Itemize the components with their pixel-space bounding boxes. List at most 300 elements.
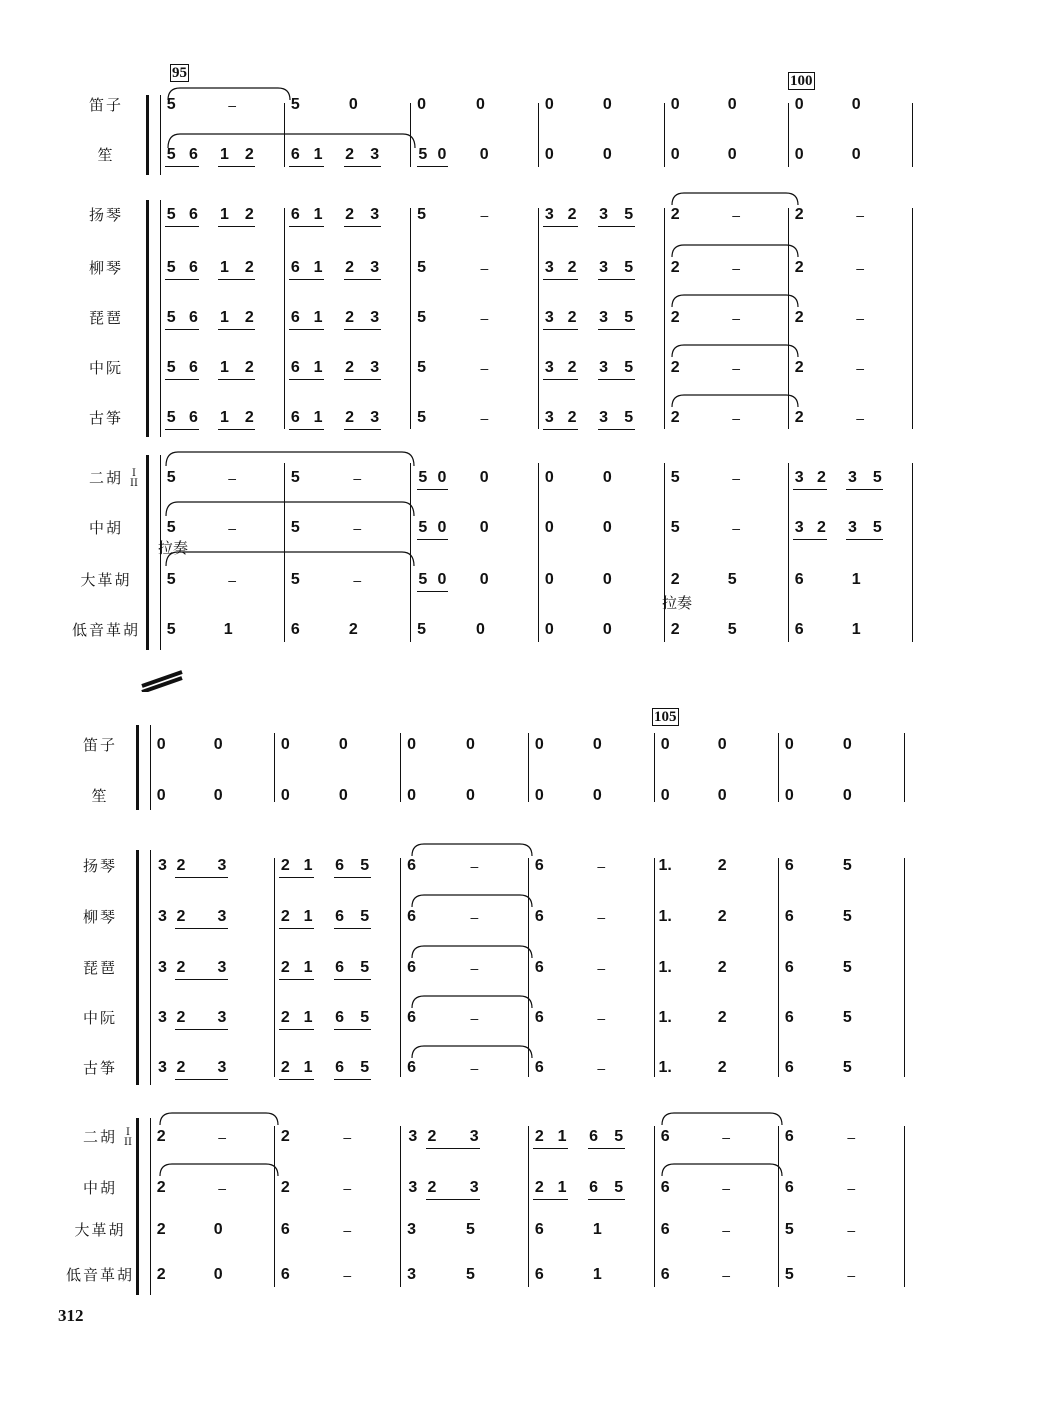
tie <box>412 1046 532 1058</box>
note-number: 5 <box>360 857 370 874</box>
tie <box>662 1113 782 1125</box>
note-number: 2 <box>244 309 254 326</box>
note-number: 5 <box>727 571 737 588</box>
note-number: 1 <box>223 621 233 638</box>
note-number: 5 <box>465 1221 475 1238</box>
note-number: 2 <box>567 206 577 223</box>
note-number: 2 <box>280 1179 290 1196</box>
note-number: 5 <box>624 309 634 326</box>
note-number: 6 <box>784 857 794 874</box>
note-number: 0 <box>437 146 447 163</box>
note-number: 5 <box>614 1128 624 1145</box>
note-number: 3 <box>848 469 857 486</box>
note-number: 5 <box>417 206 426 223</box>
note-number: 2 <box>244 146 254 163</box>
note-number: 6 <box>660 1128 670 1145</box>
note-number: 6 <box>660 1221 670 1238</box>
note-number: 3 <box>544 206 554 223</box>
sustain-dash: – <box>480 260 489 276</box>
note-number: 2 <box>156 1221 166 1238</box>
instrument-roman-label: II <box>130 478 138 489</box>
note-number: 3 <box>157 908 167 925</box>
instrument-roman-label: II <box>124 1137 132 1148</box>
instrument-label: 琵琶 <box>82 959 118 977</box>
note-number: 2 <box>244 206 254 223</box>
note-number: 3 <box>157 1059 167 1076</box>
sustain-dash: – <box>343 1180 352 1196</box>
note-number: 0 <box>544 469 554 486</box>
note-number: 5 <box>784 1221 794 1238</box>
sustain-dash: – <box>732 310 741 326</box>
note-number: 0 <box>407 787 416 804</box>
note-number: 0 <box>465 787 475 804</box>
note-number: 2 <box>670 409 680 426</box>
sustain-dash: – <box>480 207 489 223</box>
note-number: 3 <box>370 259 380 276</box>
note-number: 6 <box>794 621 804 638</box>
note-number: 3 <box>794 469 804 486</box>
note-number: 2 <box>280 857 290 874</box>
note-number: 3 <box>157 857 167 874</box>
note-number: 3 <box>469 1179 479 1196</box>
note-number: 0 <box>213 787 223 804</box>
note-number: 0 <box>534 736 544 753</box>
note-number: 5 <box>360 1059 370 1076</box>
instrument-label: 中胡 <box>82 1179 118 1197</box>
note-number: 3 <box>469 1128 479 1145</box>
instrument-label: 柳琴 <box>88 259 124 277</box>
note-number: 2 <box>670 309 680 326</box>
sustain-dash: – <box>597 858 606 874</box>
note-number: 3 <box>794 519 804 536</box>
sustain-dash: – <box>722 1267 731 1283</box>
note-number: 6 <box>534 857 544 874</box>
tie <box>160 1164 278 1176</box>
note-number: 2 <box>156 1266 166 1283</box>
instrument-label: 中阮 <box>82 1009 118 1027</box>
instrument-label: 二胡 <box>82 1128 118 1146</box>
note-number: 0 <box>479 146 489 163</box>
note-number: 5 <box>166 206 176 223</box>
note-number: 0 <box>407 736 416 753</box>
note-number: 6 <box>794 571 804 588</box>
sustain-dash: – <box>228 97 237 113</box>
note-number: 2 <box>176 908 186 925</box>
note-number: 3 <box>408 1128 418 1145</box>
sustain-dash: – <box>480 310 489 326</box>
playing-technique-text: 拉奏 <box>158 539 189 557</box>
instrument-label: 笙 <box>91 787 109 805</box>
note-number: 3 <box>217 908 227 925</box>
note-number: 2 <box>176 959 186 976</box>
tie <box>412 895 532 907</box>
sustain-dash: – <box>732 520 741 536</box>
note-number: 3 <box>599 259 608 276</box>
note-number: 0 <box>213 736 223 753</box>
instrument-label: 中阮 <box>88 359 124 377</box>
sustain-dash: – <box>597 1010 606 1026</box>
instrument-label: 二胡 <box>88 469 124 487</box>
sustain-dash: – <box>470 858 479 874</box>
note-number: 5 <box>418 146 428 163</box>
note-number: 2 <box>717 908 727 925</box>
note-number: 6 <box>784 1059 794 1076</box>
note-number: 6 <box>290 359 300 376</box>
note-number: 0 <box>602 571 612 588</box>
note-number: 1 <box>851 621 861 638</box>
note-number: 2 <box>427 1179 437 1196</box>
note-number: 0 <box>727 146 737 163</box>
note-number: 6 <box>534 959 544 976</box>
note-number: 0 <box>592 787 602 804</box>
sustain-dash: – <box>732 360 741 376</box>
system-separator-mark <box>140 664 186 697</box>
note-number: 2 <box>717 857 727 874</box>
note-number: 5 <box>842 908 852 925</box>
sustain-dash: – <box>732 260 741 276</box>
note-number: 6 <box>407 1009 416 1026</box>
note-number: 3 <box>217 857 227 874</box>
note-number: 1. <box>658 959 672 976</box>
rehearsal-mark: 105 <box>654 709 677 725</box>
note-number: 0 <box>727 96 737 113</box>
note-number: 3 <box>157 959 167 976</box>
note-number: 6 <box>189 409 198 426</box>
note-number: 2 <box>156 1179 166 1196</box>
sustain-dash: – <box>480 410 489 426</box>
note-number: 0 <box>602 621 612 638</box>
note-number: 3 <box>599 409 608 426</box>
note-number: 3 <box>217 1059 227 1076</box>
note-number: 2 <box>670 259 680 276</box>
note-number: 2 <box>345 309 354 326</box>
note-number: 2 <box>794 309 804 326</box>
note-number: 5 <box>166 519 176 536</box>
sustain-dash: – <box>228 470 237 486</box>
note-number: 2 <box>176 1059 186 1076</box>
note-number: 2 <box>427 1128 437 1145</box>
note-number: 5 <box>727 621 737 638</box>
note-number: 6 <box>335 908 344 925</box>
sustain-dash: – <box>353 470 362 486</box>
tie <box>662 1164 782 1176</box>
note-number: 0 <box>417 96 426 113</box>
note-number: 6 <box>280 1266 290 1283</box>
instrument-label: 柳琴 <box>82 908 118 926</box>
sustain-dash: – <box>343 1129 352 1145</box>
note-number: 6 <box>589 1128 598 1145</box>
note-number: 6 <box>280 1221 290 1238</box>
note-number: 0 <box>544 146 554 163</box>
note-number: 2 <box>244 409 254 426</box>
note-number: 1. <box>658 1059 672 1076</box>
note-number: 0 <box>280 736 290 753</box>
note-number: 0 <box>670 96 680 113</box>
note-number: 2 <box>244 259 254 276</box>
note-number: 1 <box>220 409 229 426</box>
note-number: 1 <box>303 959 313 976</box>
note-number: 6 <box>534 908 544 925</box>
sustain-dash: – <box>856 360 865 376</box>
sustain-dash: – <box>353 572 362 588</box>
note-number: 6 <box>189 146 198 163</box>
note-number: 1 <box>313 146 323 163</box>
note-number: 2 <box>534 1179 544 1196</box>
sustain-dash: – <box>353 520 362 536</box>
note-number: 0 <box>479 469 489 486</box>
note-number: 1 <box>313 359 323 376</box>
sustain-dash: – <box>218 1180 227 1196</box>
note-number: 5 <box>670 519 680 536</box>
note-number: 1 <box>303 1009 313 1026</box>
note-number: 1 <box>313 206 323 223</box>
note-number: 1. <box>658 857 672 874</box>
note-number: 0 <box>213 1266 223 1283</box>
instrument-label: 低音革胡 <box>65 1266 135 1284</box>
rehearsal-mark: 100 <box>790 73 813 89</box>
sustain-dash: – <box>722 1222 731 1238</box>
note-number: 5 <box>842 959 852 976</box>
sustain-dash: – <box>597 960 606 976</box>
note-number: 5 <box>872 469 882 486</box>
note-number: 3 <box>544 359 554 376</box>
note-number: 6 <box>335 857 344 874</box>
note-number: 5 <box>418 519 428 536</box>
note-number: 0 <box>794 96 804 113</box>
note-number: 5 <box>624 359 634 376</box>
sustain-dash: – <box>722 1129 731 1145</box>
note-number: 3 <box>370 206 380 223</box>
note-number: 2 <box>534 1128 544 1145</box>
note-number: 6 <box>784 1179 794 1196</box>
note-number: 0 <box>602 469 612 486</box>
note-number: 0 <box>437 469 447 486</box>
note-number: 2 <box>817 519 826 536</box>
instrument-roman-label: I <box>132 468 136 479</box>
note-number: 5 <box>624 409 634 426</box>
note-number: 1 <box>220 206 229 223</box>
note-number: 5 <box>166 259 176 276</box>
instrument-label: 扬琴 <box>82 857 118 875</box>
note-number: 5 <box>418 469 428 486</box>
sustain-dash: – <box>470 1060 479 1076</box>
note-number: 6 <box>784 959 794 976</box>
note-number: 6 <box>189 206 198 223</box>
note-number: 5 <box>290 571 300 588</box>
note-number: 6 <box>335 1059 344 1076</box>
note-number: 2 <box>567 259 577 276</box>
note-number: 2 <box>567 359 577 376</box>
note-number: 6 <box>534 1009 544 1026</box>
note-number: 5 <box>417 359 426 376</box>
note-number: 6 <box>290 259 300 276</box>
note-number: 6 <box>335 959 344 976</box>
sustain-dash: – <box>732 410 741 426</box>
note-number: 2 <box>280 908 290 925</box>
note-number: 0 <box>156 736 166 753</box>
note-number: 1 <box>851 571 861 588</box>
sustain-dash: – <box>470 960 479 976</box>
note-number: 1 <box>303 1059 313 1076</box>
instrument-label: 琵琶 <box>88 309 124 327</box>
note-number: 3 <box>157 1009 167 1026</box>
note-number: 2 <box>817 469 826 486</box>
playing-technique-text: 拉奏 <box>662 594 693 612</box>
note-number: 5 <box>465 1266 475 1283</box>
note-number: 0 <box>465 736 475 753</box>
note-number: 6 <box>189 359 198 376</box>
note-number: 5 <box>360 1009 370 1026</box>
note-number: 2 <box>280 959 290 976</box>
instrument-label: 扬琴 <box>88 206 124 224</box>
note-number: 0 <box>534 787 544 804</box>
instrument-label: 古筝 <box>88 409 124 427</box>
note-number: 2 <box>794 206 804 223</box>
sustain-dash: – <box>228 572 237 588</box>
note-number: 6 <box>290 621 300 638</box>
note-number: 2 <box>176 857 186 874</box>
sustain-dash: – <box>343 1222 352 1238</box>
note-number: 6 <box>534 1266 544 1283</box>
note-number: 2 <box>717 959 727 976</box>
note-number: 1 <box>220 359 229 376</box>
note-number: 0 <box>475 96 485 113</box>
note-number: 3 <box>370 309 380 326</box>
note-number: 5 <box>166 409 176 426</box>
note-number: 3 <box>544 309 554 326</box>
note-number: 6 <box>407 857 416 874</box>
note-number: 6 <box>407 908 416 925</box>
sustain-dash: – <box>847 1129 856 1145</box>
note-number: 0 <box>475 621 485 638</box>
note-number: 0 <box>784 787 794 804</box>
note-number: 2 <box>670 359 680 376</box>
note-number: 5 <box>290 519 300 536</box>
note-number: 0 <box>842 736 852 753</box>
instrument-label: 大革胡 <box>74 1221 126 1239</box>
note-number: 1. <box>658 908 672 925</box>
note-number: 5 <box>166 571 176 588</box>
note-number: 3 <box>599 309 608 326</box>
note-number: 2 <box>244 359 254 376</box>
note-number: 1 <box>220 146 229 163</box>
note-number: 0 <box>437 571 447 588</box>
note-number: 0 <box>544 96 554 113</box>
note-number: 6 <box>335 1009 344 1026</box>
note-number: 5 <box>166 469 176 486</box>
note-number: 5 <box>166 309 176 326</box>
sustain-dash: – <box>732 470 741 486</box>
note-number: 3 <box>407 1266 416 1283</box>
note-number: 0 <box>660 736 670 753</box>
note-number: 1 <box>313 409 323 426</box>
note-number: 5 <box>624 259 634 276</box>
note-number: 0 <box>717 736 727 753</box>
note-number: 6 <box>189 309 198 326</box>
note-number: 2 <box>794 359 804 376</box>
note-number: 6 <box>407 1059 416 1076</box>
note-number: 0 <box>348 96 358 113</box>
note-number: 0 <box>544 621 554 638</box>
note-number: 5 <box>417 259 426 276</box>
note-number: 0 <box>602 519 612 536</box>
note-number: 2 <box>670 571 680 588</box>
note-number: 6 <box>290 206 300 223</box>
note-number: 0 <box>851 96 861 113</box>
note-number: 2 <box>567 309 577 326</box>
note-number: 6 <box>784 1128 794 1145</box>
page-number: 312 <box>58 1306 84 1325</box>
note-number: 1 <box>220 259 229 276</box>
note-number: 3 <box>599 359 608 376</box>
note-number: 2 <box>717 1009 727 1026</box>
note-number: 0 <box>338 736 348 753</box>
tie <box>412 946 532 958</box>
note-number: 3 <box>408 1179 418 1196</box>
note-number: 2 <box>345 146 354 163</box>
note-number: 0 <box>437 519 447 536</box>
note-number: 0 <box>717 787 727 804</box>
note-number: 0 <box>280 787 290 804</box>
tie <box>412 996 532 1008</box>
note-number: 2 <box>717 1059 727 1076</box>
note-number: 3 <box>407 1221 416 1238</box>
note-number: 6 <box>660 1179 670 1196</box>
note-number: 2 <box>176 1009 186 1026</box>
note-number: 5 <box>784 1266 794 1283</box>
note-number: 5 <box>624 206 634 223</box>
note-number: 5 <box>670 469 680 486</box>
note-number: 0 <box>592 736 602 753</box>
note-number: 0 <box>338 787 348 804</box>
note-number: 6 <box>784 908 794 925</box>
note-number: 6 <box>660 1266 670 1283</box>
note-number: 2 <box>670 206 680 223</box>
sustain-dash: – <box>218 1129 227 1145</box>
note-number: 2 <box>345 259 354 276</box>
note-number: 6 <box>290 146 300 163</box>
note-number: 2 <box>345 206 354 223</box>
note-number: 2 <box>345 359 354 376</box>
note-number: 0 <box>479 519 489 536</box>
note-number: 0 <box>213 1221 223 1238</box>
sustain-dash: – <box>856 310 865 326</box>
sustain-dash: – <box>856 410 865 426</box>
note-number: 0 <box>156 787 166 804</box>
note-number: 3 <box>544 259 554 276</box>
rehearsal-mark: 95 <box>172 65 187 81</box>
sustain-dash: – <box>597 1060 606 1076</box>
note-number: 5 <box>417 621 426 638</box>
note-number: 5 <box>360 908 370 925</box>
note-number: 2 <box>156 1128 166 1145</box>
sustain-dash: – <box>470 1010 479 1026</box>
note-number: 1 <box>592 1266 602 1283</box>
note-number: 3 <box>848 519 857 536</box>
sustain-dash: – <box>597 909 606 925</box>
note-number: 3 <box>370 409 380 426</box>
sustain-dash: – <box>847 1180 856 1196</box>
note-number: 5 <box>417 309 426 326</box>
sustain-dash: – <box>847 1222 856 1238</box>
note-number: 0 <box>851 146 861 163</box>
note-number: 1 <box>557 1179 567 1196</box>
note-number: 5 <box>290 469 300 486</box>
note-number: 1 <box>303 908 313 925</box>
note-number: 2 <box>280 1059 290 1076</box>
instrument-label: 中胡 <box>88 519 124 537</box>
instrument-label: 笛子 <box>82 736 118 754</box>
